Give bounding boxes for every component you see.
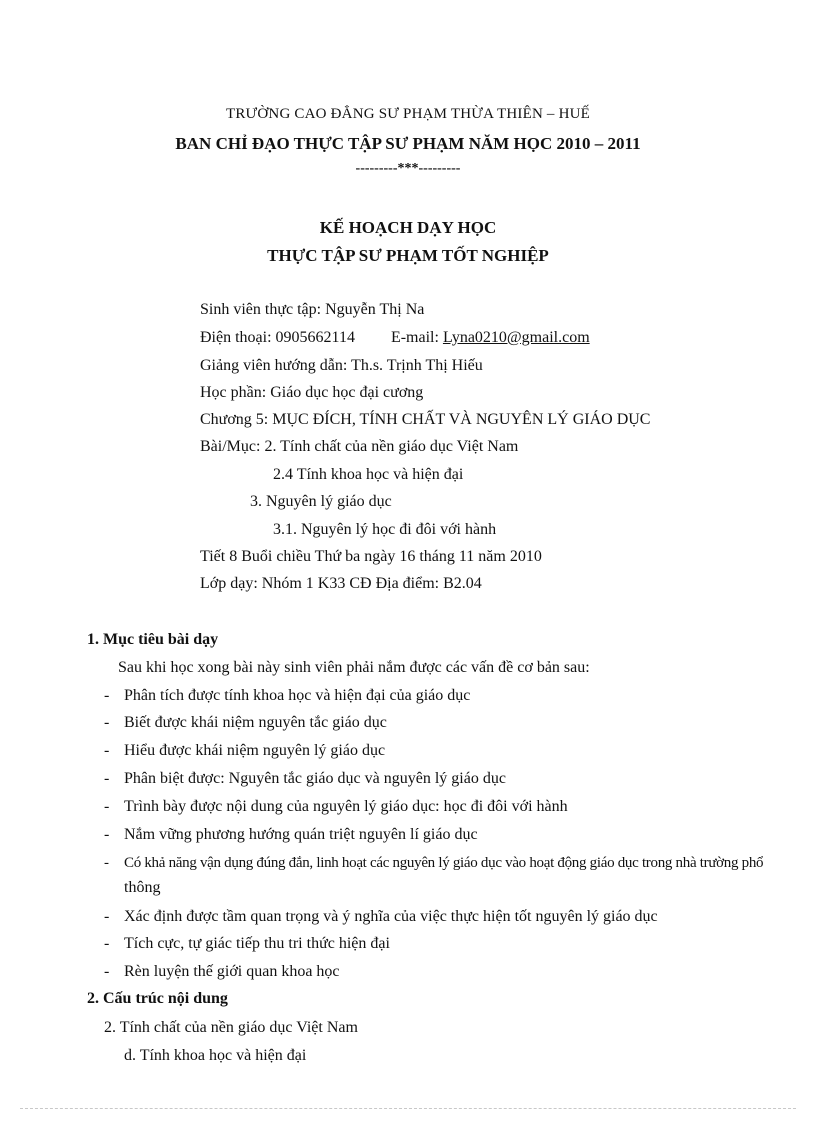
email-label: E-mail:	[390, 329, 443, 346]
section-1-heading: 1. Mục tiêu bài dạy	[87, 631, 219, 648]
objective-item: - Tích cực, tự giác tiếp thu tri thức hiện đại	[104, 935, 390, 952]
phone-text: Điện thoại: 0905662114	[200, 329, 355, 346]
bullet-mark: -	[104, 770, 110, 787]
email-link[interactable]: Lyna0210@gmail.com	[442, 329, 590, 346]
section-2-heading: 2. Cấu trúc nội dung	[87, 990, 228, 1007]
bullet-mark: -	[104, 714, 110, 731]
objectives-intro: Sau khi học xong bài này sinh viên phải nắm được các vấn đề cơ bản sau:	[118, 659, 590, 676]
bullet-mark: -	[104, 826, 110, 843]
objective-item-continuation: thông	[124, 879, 161, 896]
lesson-3-1-line: 3.1. Nguyên lý học đi đôi với hành	[273, 521, 497, 538]
subject-line: Học phần: Giáo dục học đại cương	[200, 384, 424, 401]
lesson-2-4-line: 2.4 Tính khoa học và hiện đại	[273, 466, 464, 483]
objective-item: - Phân tích được tính khoa học và hiện đại của giáo dục	[104, 687, 471, 704]
bullet-mark: -	[104, 687, 110, 704]
lesson-3-line: 3. Nguyên lý giáo dục	[250, 493, 392, 510]
student-line: Sinh viên thực tập: Nguyễn Thị Na	[200, 301, 425, 318]
class-line: Lớp dạy: Nhóm 1 K33 CĐ Địa điểm: B2.04	[200, 575, 482, 592]
objective-item: - Biết được khái niệm nguyên tắc giáo dục	[104, 714, 387, 731]
objective-item: - Có khả năng vận dụng đúng đắn, linh hoạt các nguyên lý giáo dục vào hoạt động giáo dục trong nhà trường phổ	[104, 855, 764, 871]
lesson-line: Bài/Mục: 2. Tính chất của nền giáo dục Việt Nam	[200, 438, 519, 455]
bullet-mark: -	[104, 742, 110, 759]
bullet-mark: -	[104, 963, 110, 980]
bullet-mark: -	[104, 855, 109, 871]
objective-item: - Nắm vững phương hướng quán triệt nguyên lí giáo dục	[104, 826, 478, 843]
steering-board-title: BAN CHỈ ĐẠO THỰC TẬP SƯ PHẠM NĂM HỌC 2010 – 2011	[175, 134, 641, 153]
objective-item: - Trình bày được nội dung của nguyên lý giáo dục: học đi đôi với hành	[104, 798, 568, 815]
structure-subitem: d. Tính khoa học và hiện đại	[124, 1047, 307, 1064]
plan-subtitle: THỰC TẬP SƯ PHẠM TỐT NGHIỆP	[267, 246, 549, 265]
page-bottom-divider	[20, 1108, 796, 1109]
structure-item: 2. Tính chất của nền giáo dục Việt Nam	[104, 1019, 358, 1036]
period-line: Tiết 8 Buổi chiều Thứ ba ngày 16 tháng 11 năm 2010	[200, 548, 542, 565]
objective-item: - Rèn luyện thế giới quan khoa học	[104, 963, 340, 980]
school-name: TRƯỜNG CAO ĐẲNG SƯ PHẠM THỪA THIÊN – HUẾ	[225, 106, 591, 122]
objective-item: - Phân biệt được: Nguyên tắc giáo dục và nguyên lý giáo dục	[104, 770, 506, 787]
lecturer-line: Giảng viên hướng dẫn: Th.s. Trịnh Thị Hiếu	[200, 357, 483, 374]
bullet-mark: -	[104, 798, 110, 815]
header-divider: ---------***---------	[355, 161, 461, 176]
objective-item: - Xác định được tầm quan trọng và ý nghĩa của việc thực hiện tốt nguyên lý giáo dục	[104, 908, 658, 925]
chapter-line: Chương 5: MỤC ĐÍCH, TÍNH CHẤT VÀ NGUYÊN LÝ GIÁO DỤC	[200, 411, 651, 428]
plan-title: KẾ HOẠCH DẠY HỌC	[319, 218, 497, 237]
contact-line	[200, 328, 590, 348]
bullet-mark: -	[104, 908, 110, 925]
objective-item: - Hiểu được khái niệm nguyên lý giáo dục	[104, 742, 386, 759]
bullet-mark: -	[104, 935, 110, 952]
